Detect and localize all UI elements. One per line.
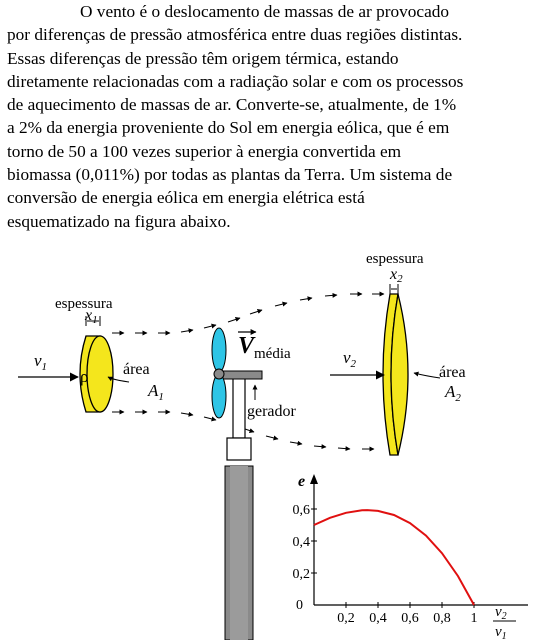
y-tick-label: 0,6 [292,503,310,518]
text-line-3: Essas diferenças de pressão têm origem térmica, estando [7,48,399,68]
x-label-numerator: $v_2$ [495,604,507,622]
left-area-label: área [123,361,150,378]
y-axis-label: e [298,473,306,490]
x-tick-label: 0,4 [369,611,387,626]
text-line-4: diretamente relacionadas com a radiação solar e com os processos [7,71,464,91]
x2-dimension-marker [390,284,398,294]
v2-label: $v_2$ [343,348,357,370]
text-line-2: por diferenças de pressão atmosférica entre duas regiões distintas. [7,25,463,45]
x2-label: x2 [390,266,403,285]
lower-blade [212,374,226,418]
efficiency-curve [314,510,474,605]
text-line-6: a 2% da energia proveniente do Sol em energia eólica, que é em [7,118,450,138]
text-line-10: esquematizado na figura abaixo. [7,211,231,231]
x-label-denominator: $v_1$ [495,624,507,640]
right-area-pointer [414,373,440,378]
y-tick-label: 0,4 [292,535,310,550]
origin-label: 0 [296,598,303,613]
rho-label: ρ [80,367,89,386]
x-tick-label: 1 [470,611,478,626]
x1-label: x1 [85,307,98,326]
a2-label: $A_2$ [445,382,461,404]
x-axis-label [493,604,516,640]
x-tick-label: 0,2 [337,611,355,626]
y-axis-arrowhead [310,474,318,484]
efficiency-chart [293,473,529,640]
text-line-8: biomassa (0,011%) por todas as plantas da Terra. Um sistema de [7,165,453,185]
x-tick-label: 0,6 [401,611,419,626]
text-line-1: O vento é o deslocamento de massas de ar provocado [80,2,450,21]
text-line-9: conversão de energia eólica em energia elétrica está [7,188,365,208]
vmedia-label: $V_{média}$ [238,333,291,362]
wind-turbine [212,328,262,640]
y-ticks [293,503,318,582]
right-thickness-label: espessura [366,251,424,267]
a1-label: $A_1$ [148,381,164,403]
right-air-disc [383,294,408,455]
generator-label: gerador [247,403,296,420]
text-line-5: de aquecimento de massas de ar. Converte-se, atualmente, de 1% [7,95,457,115]
turbine-hub [214,369,224,379]
turbine-base [227,438,251,460]
upper-blade [212,328,226,372]
x-tick-label: 0,8 [433,611,451,626]
right-area-label: área [439,364,466,381]
text-line-7: torno de 50 a 100 vezes superior à energia convertida em [7,141,402,161]
y-tick-label: 0,2 [292,567,310,582]
turbine-mast [233,378,245,438]
left-thickness-label: espessura [55,296,113,312]
v1-label: $v_1$ [34,351,48,373]
